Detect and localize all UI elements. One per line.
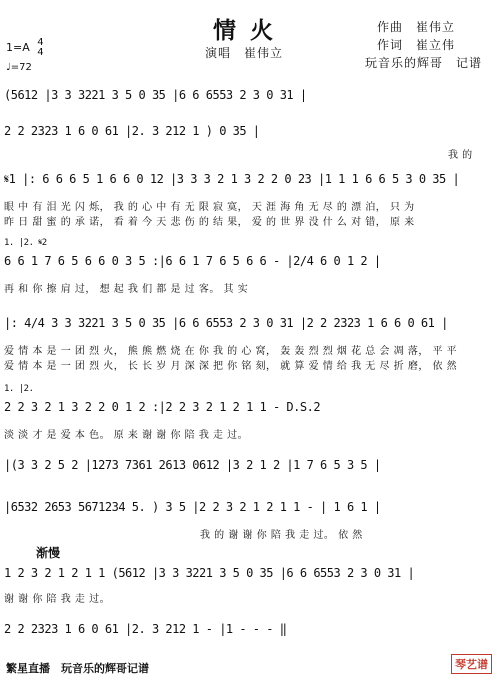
score-line-5: |: 4/4 3 3 3221 3 5 0 35 |6 6 6553 2 3 0 31 |2 2 2323 1 6 6 0 61 | bbox=[4, 316, 448, 330]
transcriber-credit: 玩音乐的辉哥 记谱 bbox=[365, 56, 483, 70]
lyric-line-6: 淡 淡 才 是 爱 本 色。 原 来 谢 谢 你 陪 我 走 过。 bbox=[4, 430, 249, 441]
lyric-line-9: 谢 谢 你 陪 我 走 过。 bbox=[4, 594, 111, 605]
score-line-6: 2 2 3 2 1 3 2 2 0 1 2 :|2 2 3 2 1 2 1 1 - D.S.2 bbox=[4, 400, 321, 414]
lyric-line-4: 再 和 你 擦 肩 过， 想 起 我 们 都 是 过 客。 其 实 bbox=[4, 284, 249, 295]
score-line-9: 1 2 3 2 1 2 1 1 (5612 |3 3 3221 3 5 0 35 |6 6 6553 2 3 0 31 | bbox=[4, 566, 415, 580]
score-line-4: 6 6 1 7 6 5 6 6 0 3 5 :|6 6 1 7 6 5 6 6 - |2/4 6 0 1 2 | bbox=[4, 254, 381, 268]
score-line-10: 2 2 2323 1 6 0 61 |2. 3 212 1 - |1 - - - ‖ bbox=[4, 622, 287, 636]
tempo-mark: ♩=72 bbox=[6, 62, 32, 73]
lyricist-credit: 作词 崔立伟 bbox=[377, 38, 456, 52]
score-line-3: 𝄋1 |: 6 6 6 5 1 6 6 0 12 |3 3 3 2 1 3 2 2 0 23 |1 1 1 6 6 5 3 0 35 | bbox=[4, 172, 460, 186]
score-line-8: |6532 2653 5671234 5. ) 3 5 |2 2 3 2 1 2 1 1 - | 1 6 1 | bbox=[4, 500, 381, 514]
score-line-2: 2 2 2323 1 6 0 61 |2. 3 212 1 ) 0 35 | bbox=[4, 124, 260, 138]
score-line-1: (5612 |3 3 3221 3 5 0 35 |6 6 6553 2 3 0 31 | bbox=[4, 88, 307, 102]
time-signature bbox=[37, 38, 43, 58]
song-title: 情火 bbox=[213, 17, 287, 44]
volta-line-4: 1. |2. 𝄋2 bbox=[4, 238, 47, 248]
tempo-change-label: 渐慢 bbox=[36, 546, 61, 560]
lyric-line-3a: 眼 中 有 泪 光 闪 烁， 我 的 心 中 有 无 限 寂 寞， 天 涯 海 角 无 尽 的 漂 泊， 只 为 bbox=[4, 202, 415, 213]
composer-credit: 作曲 崔伟立 bbox=[377, 20, 456, 34]
site-logo: 琴艺谱 bbox=[451, 654, 492, 674]
time-bottom: 4 bbox=[37, 47, 44, 58]
singer-credit: 演唱 崔伟立 bbox=[205, 46, 284, 60]
time-top: 4 bbox=[37, 37, 44, 48]
volta-line-6: 1. |2. bbox=[4, 384, 34, 394]
footer-credit: 繁星直播 玩音乐的辉哥记谱 bbox=[6, 662, 149, 675]
key-label: 1=A bbox=[6, 41, 30, 54]
lyric-line-8: 我 的 谢 谢 你 陪 我 走 过。 依 然 bbox=[200, 530, 363, 541]
score-line-7: |(3 3 2 5 2 |1273 7361 2613 0612 |3 2 1 2 |1 7 6 5 3 5 | bbox=[4, 458, 381, 472]
key-signature bbox=[6, 38, 44, 58]
lyric-line-3b: 昨 日 甜 蜜 的 承 诺， 看 着 今 天 悲 伤 的 结 果， 爱 的 世 界 没 什 么 对 错， 原 来 bbox=[4, 217, 415, 228]
lyric-line-5a: 爱 情 本 是 一 团 烈 火， 熊 熊 燃 烧 在 你 我 的 心 窝， 轰 轰 烈 烈 烟 花 总 会 凋 落， 平 平 bbox=[4, 346, 458, 357]
lyric-line-2: 我 的 bbox=[448, 150, 473, 161]
lyric-line-5b: 爱 情 本 是 一 团 烈 火， 长 长 岁 月 深 深 把 你 铭 刻， 就 算 爱 情 给 我 无 尽 折 磨， 依 然 bbox=[4, 361, 458, 372]
